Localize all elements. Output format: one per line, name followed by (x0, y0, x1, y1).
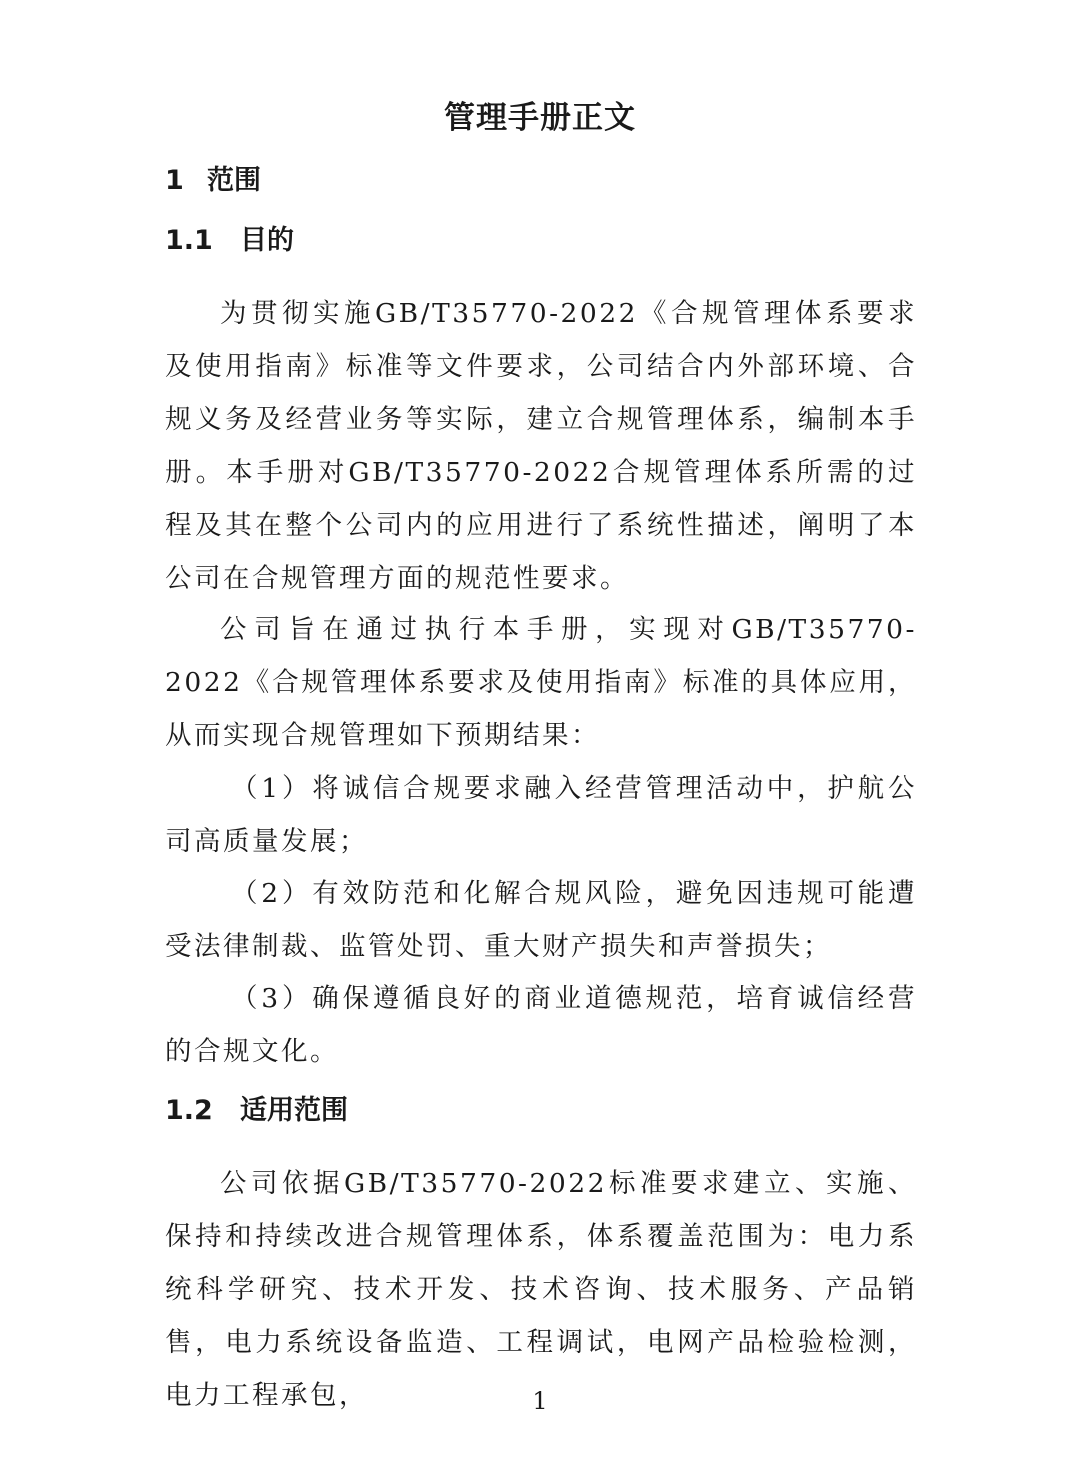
document-title: 管理手册正文 (444, 100, 636, 136)
section-number: 1.1 (165, 225, 213, 256)
section-title: 目的 (240, 225, 294, 256)
section-heading-1-1 (165, 217, 294, 265)
section-title: 范围 (207, 165, 261, 196)
section-number: 1.2 (165, 1095, 213, 1126)
section-heading-1-2 (165, 1087, 348, 1135)
section-title: 适用范围 (240, 1095, 348, 1126)
section-heading-1 (165, 157, 261, 205)
paragraph-scope: 公司依据GB/T35770-2022标准要求建立、实施、保持和持续改进合规管理体系，体系覆盖范围为：电力系统科学研究、技术开发、技术咨询、技术服务、产品销售，电力系统设备监造、工程调试，电网产品检验检测，电力工程承包， (165, 1168, 917, 1411)
list-item-2: （2）有效防范和化解合规风险，避免因违规可能遭受法律制裁、监管处罚、重大财产损失和声誉损失； (165, 878, 917, 962)
list-item-1: （1）将诚信合规要求融入经营管理活动中，护航公司高质量发展； (165, 773, 917, 857)
section-number: 1 (165, 165, 184, 196)
paragraph-purpose: 为贯彻实施GB/T35770-2022《合规管理体系要求及使用指南》标准等文件要求，公司结合内外部环境、合规义务及经营业务等实际，建立合规管理体系，编制本手册。本手册对GB/T35770-2022合规管理体系所需的过程及其在整个公司内的应用进行了系统性描述，阐明了本公司在合规管理方面的规范性要求。 (165, 298, 917, 594)
paragraph-objectives: 公司旨在通过执行本手册，实现对GB/T35770-2022《合规管理体系要求及使用指南》标准的具体应用，从而实现合规管理如下预期结果： (165, 614, 917, 751)
page-number: 1 (532, 1387, 548, 1415)
list-item-3: （3）确保遵循良好的商业道德规范，培育诚信经营的合规文化。 (165, 983, 917, 1067)
